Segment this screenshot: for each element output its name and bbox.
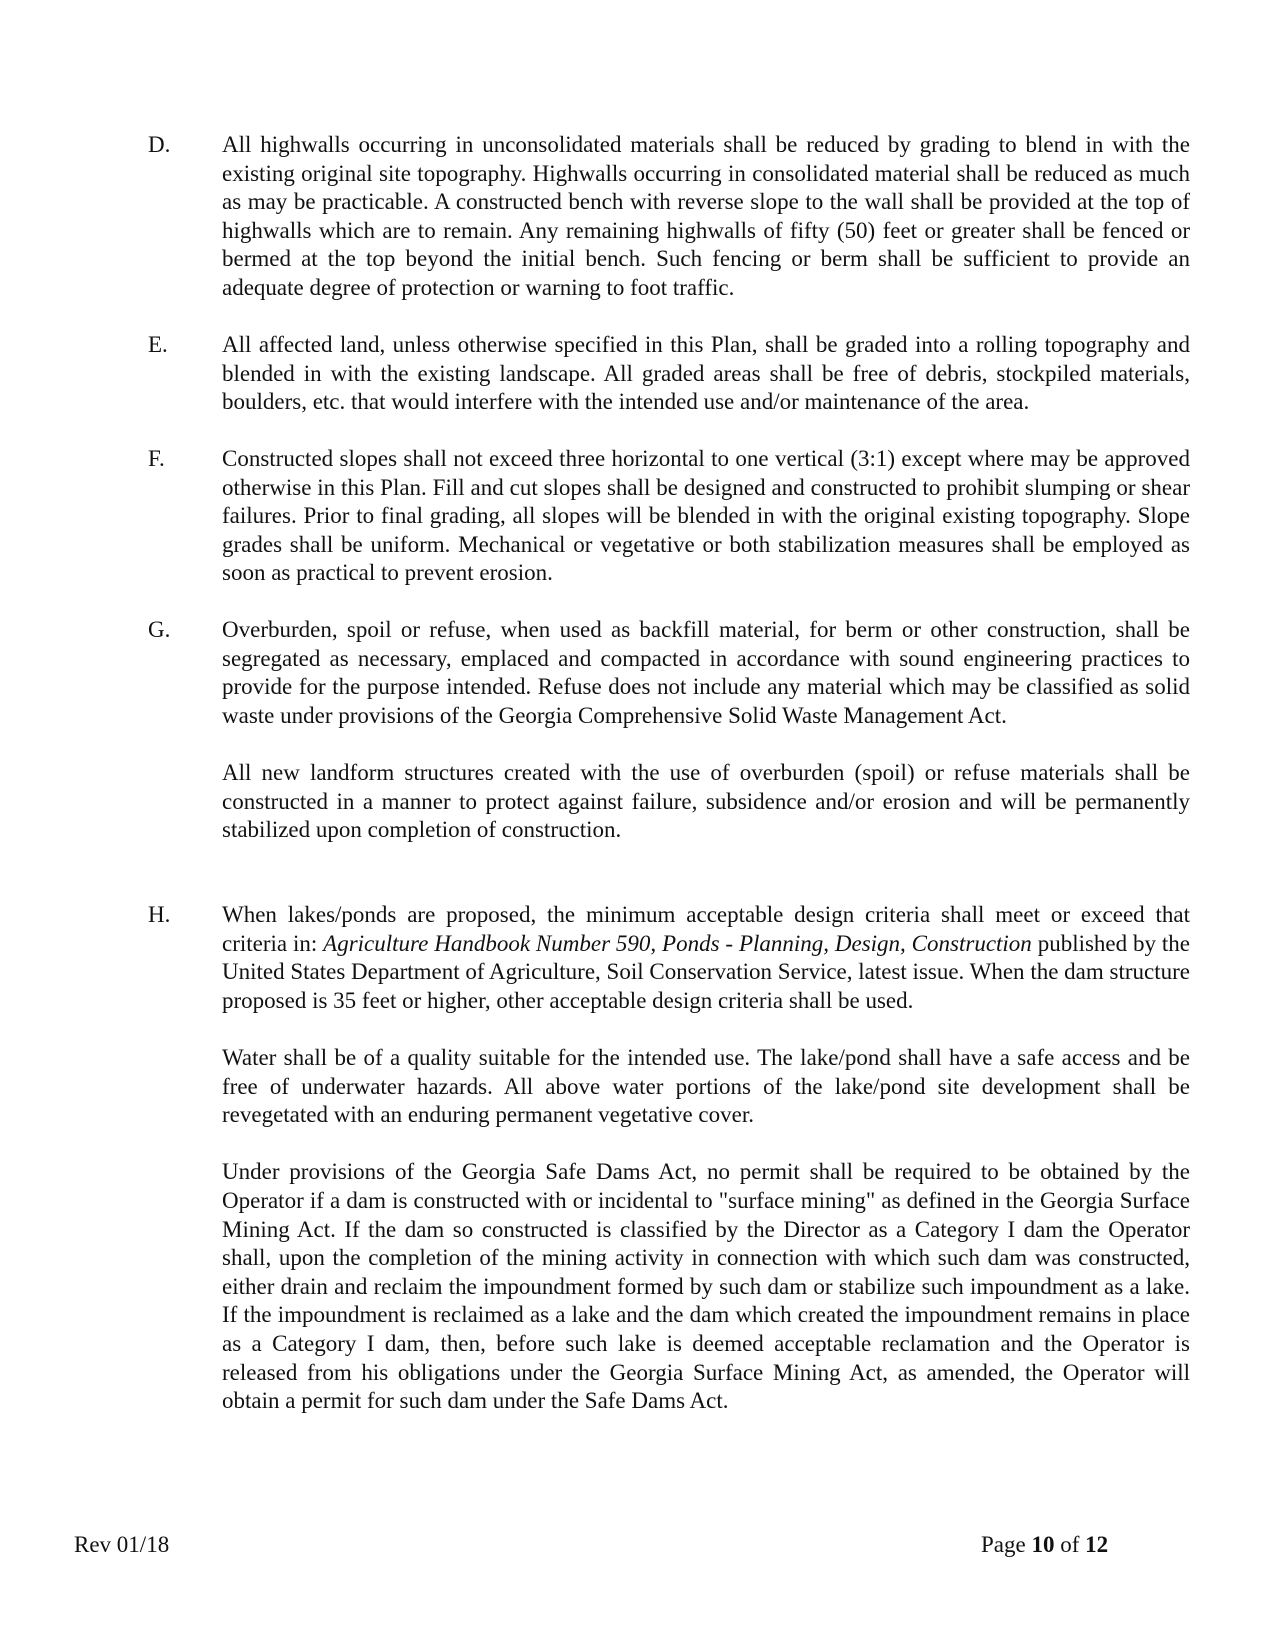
- total-pages: 12: [1085, 1532, 1109, 1557]
- footer-page-number: [981, 1531, 1108, 1559]
- section-letter: H.: [148, 902, 171, 927]
- of-word: of: [1054, 1532, 1086, 1557]
- footer-revision: Rev 01/18: [74, 1532, 170, 1557]
- paragraph-text: When lakes/ponds are proposed, the minimum acceptable design criteria shall meet or exceed that criteria in:: [222, 902, 1190, 956]
- section-paragraph: Constructed slopes shall not exceed three horizontal to one vertical (3:1) except where may be approved otherwise in this Plan. Fill and cut slopes shall be designed and constructed to prohibit slumping or shear failures. Prior to final grading, all slopes will be blended in with the original existing topography. Slope grades shall be uniform. Mechanical or vegetative or both stabilization measures shall be employed as soon as practical to prevent erosion.: [222, 446, 1190, 586]
- section-body: [222, 901, 1190, 1416]
- section-letter: G.: [148, 617, 171, 642]
- page-word: Page: [981, 1532, 1032, 1557]
- section-e: [148, 331, 1190, 417]
- section-letter: F.: [148, 446, 165, 471]
- section-body: [222, 616, 1190, 845]
- paragraph-text: published by the United States Department of Agriculture, Soil Conservation Service, latest issue. When the dam structure proposed is 35 feet or higher, other acceptable design criteria shall be used.: [222, 930, 1190, 1013]
- current-page: 10: [1031, 1532, 1055, 1557]
- section-d: [148, 131, 1190, 303]
- section-paragraph: Under provisions of the Georgia Safe Dams Act, no permit shall be required to be obtained by the Operator if a dam is constructed with or incidental to "surface mining" as defined in the Georgia Surface Mining Act. If the dam so constructed is classified by the Director as a Category I dam the Operator shall, upon the completion of the mining activity in connection with which such dam was constructed, either drain and reclaim the impoundment formed by such dam or stabilize such impoundment as a lake. If the impoundment is reclaimed as a lake and the dam which created the impoundment remains in place as a Category I dam, then, before such lake is deemed acceptable reclamation and the Operator is released from his obligations under the Georgia Surface Mining Act, as amended, the Operator will obtain a permit for such dam under the Safe Dams Act.: [222, 1159, 1190, 1414]
- section-h: [148, 901, 1190, 1416]
- section-paragraph: Water shall be of a quality suitable for the intended use. The lake/pond shall have a safe access and be free of underwater hazards. All above water portions of the lake/pond site development shall be revegetated with an enduring permanent vegetative cover.: [222, 1044, 1190, 1128]
- section-body: [222, 331, 1190, 417]
- section-paragraph: All affected land, unless otherwise specified in this Plan, shall be graded into a rolling topography and blended in with the existing landscape. All graded areas shall be free of debris, stockpiled materials, boulders, etc. that would interfere with the intended use and/or maintenance of the area.: [222, 332, 1190, 415]
- section-g: [148, 616, 1190, 845]
- section-paragraph: [222, 901, 1190, 1015]
- section-f: [148, 445, 1190, 588]
- section-paragraph: Overburden, spoil or refuse, when used as backfill material, for berm or other construction, shall be segregated as necessary, emplaced and compacted in accordance with sound engineering practices to provide for the purpose intended. Refuse does not include any material which may be classified as solid waste under provisions of the Georgia Comprehensive Solid Waste Management Act.: [222, 617, 1190, 728]
- section-paragraph: All new landform structures created with the use of overburden (spoil) or refuse materials shall be constructed in a manner to protect against failure, subsidence and/or erosion and will be permanently stabilized upon completion of construction.: [222, 759, 1190, 843]
- handbook-citation: Agriculture Handbook Number 590, Ponds - Planning, Design, Construction: [323, 930, 1032, 956]
- section-body: [222, 131, 1190, 303]
- section-body: [222, 445, 1190, 588]
- section-letter: E.: [148, 332, 168, 357]
- section-letter: D.: [148, 132, 171, 157]
- section-paragraph: All highwalls occurring in unconsolidated materials shall be reduced by grading to blend in with the existing original site topography. Highwalls occurring in consolidated material shall be reduced as much as may be practicable. A constructed bench with reverse slope to the wall shall be provided at the top of highwalls which are to remain. Any remaining highwalls of fifty (50) feet or greater shall be fenced or bermed at the top beyond the initial bench. Such fencing or berm shall be sufficient to provide an adequate degree of protection or warning to foot traffic.: [222, 132, 1190, 300]
